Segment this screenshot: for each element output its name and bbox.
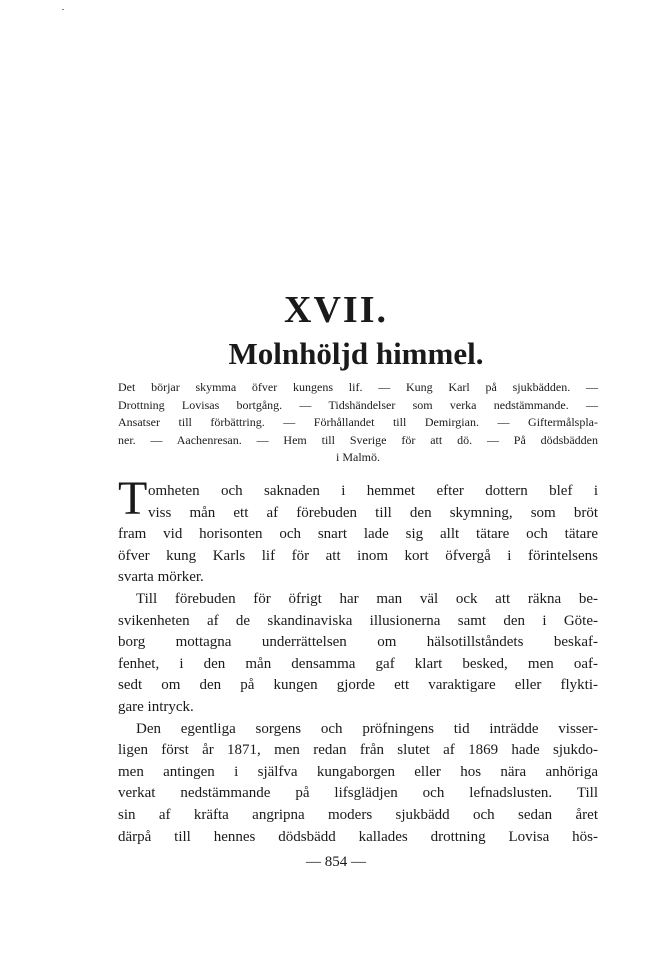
page-number: — 854 — — [306, 854, 366, 870]
body-line: omheten och saknaden i hemmet efter dottern blef i — [148, 483, 598, 499]
summary-line: Det börjar skymma öfver kungens lif. — Kung Karl på sjukbädden. — — [118, 380, 598, 394]
body-line: sin af kräfta angripna moders sjukbädd och sedan året — [118, 806, 598, 823]
body-line: därpå till hennes dödsbädd kallades drottning Lovisa hös- — [118, 828, 598, 845]
body-line: ligen först år 1871, men redan från slutet af 1869 hade sjukdo- — [118, 742, 598, 759]
body-line: viss mån ett af förebuden till den skymning, som bröt — [148, 504, 598, 521]
drop-cap: T — [118, 472, 148, 525]
body-line: Den egentliga sorgens och pröfningens tid inträdde visser- — [136, 720, 598, 737]
body-line: gare intryck. — [118, 698, 194, 715]
body-line: svarta mörker. — [118, 569, 204, 586]
summary-line: ner. — Aachenresan. — Hem till Sverige för att dö. — På dödsbädden — [118, 432, 598, 447]
body-line: fenhet, i den mån densamma gaf klart besked, men oaf- — [118, 655, 598, 672]
body-line: borg mottagna underrättelsen om hälsotillståndets beskaf- — [118, 634, 598, 651]
chapter-summary — [118, 379, 598, 467]
page-speck — [62, 9, 64, 10]
body-line: öfver kung Karls lif för att inom kort öfvergå i förintelsens — [118, 547, 598, 564]
body-line: Till förebuden för öfrigt har man väl ock att räkna be- — [136, 590, 598, 607]
body-line: svikenheten af de skandinaviska illusionerna samt den i Göte- — [118, 612, 598, 629]
body-text — [118, 481, 598, 848]
summary-line: Ansatser till förbättring. — Förhållandet till Demirgian. — Giftermålspla- — [118, 415, 598, 429]
chapter-title: Molnhöljd himmel. — [228, 336, 484, 371]
body-line: sedt om den på kungen gjorde ett varaktigare eller flykti- — [118, 677, 598, 694]
summary-line: i Malmö. — [336, 450, 380, 464]
chapter-number: XVII. — [284, 289, 388, 331]
body-line: verkat nedstämmande på lifsglädjen och lefnadslusten. Till — [118, 785, 598, 802]
body-line: fram vid horisonten och snart lade sig allt tätare och tätare — [118, 526, 598, 543]
summary-line: Drottning Lovisas bortgång. — Tidshändelser som verka nedstämmande. — — [118, 397, 598, 412]
body-line: men antingen i själfva kungaborgen eller hos nära anhöriga — [118, 763, 598, 780]
